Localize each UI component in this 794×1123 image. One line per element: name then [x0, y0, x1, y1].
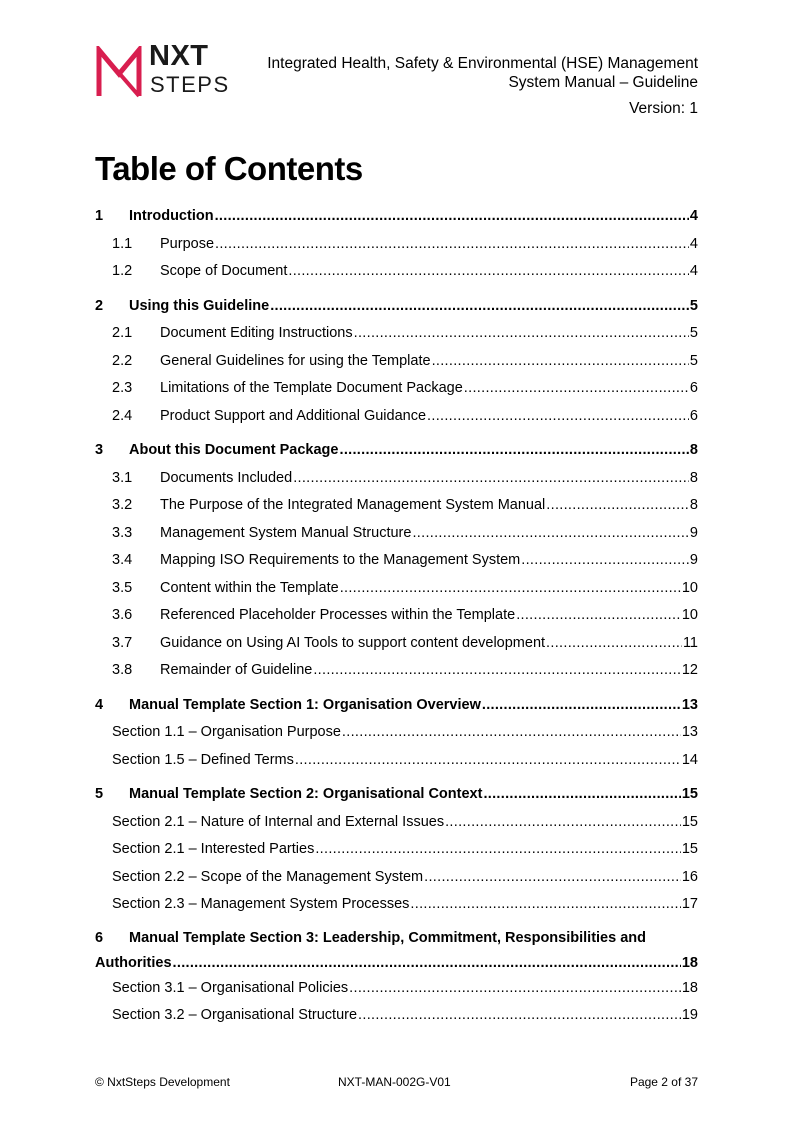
toc-entry-title: Document Editing Instructions	[160, 325, 353, 341]
toc-entry-page: 15	[681, 786, 698, 802]
toc-entry-number: 3.2	[112, 497, 133, 513]
company-logo	[95, 40, 230, 98]
toc-entry[interactable]	[95, 403, 698, 431]
header-title-line-2: System Manual – Guideline	[508, 74, 698, 91]
toc-entry-number: 5	[95, 786, 104, 802]
toc-entry-page: 18	[681, 979, 698, 996]
toc-entry-title: Mapping ISO Requirements to the Management System	[160, 552, 521, 568]
toc-entry[interactable]	[95, 203, 698, 231]
toc-entry-title: Scope of Document	[160, 263, 288, 279]
toc-entry-page: 13	[681, 696, 698, 713]
toc-entry-page: 10	[681, 579, 698, 596]
toc-entry[interactable]	[95, 781, 698, 809]
toc-entry-page: 19	[681, 1007, 698, 1023]
logo-word-steps: STEPS	[150, 72, 230, 97]
toc-entry-title: Manual Template Section 1: Organisation Overview	[129, 696, 481, 713]
toc-entry-title: Referenced Placeholder Processes within the Template	[160, 607, 516, 623]
header-title-line-1: Integrated Health, Safety & Environmental (HSE) Management	[267, 55, 698, 72]
toc-entry-number: 3	[95, 442, 104, 458]
toc-dot-leader	[340, 575, 681, 603]
toc-entry-page: 12	[681, 662, 698, 678]
toc-entry-number: 3.1	[112, 469, 133, 486]
toc-dot-leader	[339, 437, 688, 465]
toc-entry-number: 1.1	[112, 235, 133, 252]
toc-dot-leader	[521, 547, 689, 575]
toc-dot-leader	[342, 719, 681, 747]
toc-entry-title: Section 2.1 – Interested Parties	[112, 841, 315, 857]
toc-dot-leader	[215, 231, 689, 259]
toc-entry[interactable]	[95, 747, 698, 775]
toc-entry[interactable]	[95, 657, 698, 685]
toc-entry-page: 8	[689, 469, 698, 486]
toc-entry-page: 9	[689, 524, 698, 541]
toc-entry-number: 3.7	[112, 634, 133, 651]
toc-entry[interactable]	[95, 891, 698, 919]
toc-entry-page: 15	[681, 813, 698, 830]
toc-dot-leader	[464, 375, 689, 403]
toc-entry[interactable]	[95, 864, 698, 892]
logo-word-nxt: NXT	[149, 40, 209, 72]
toc-entry-page: 6	[689, 380, 698, 396]
toc-entry-number: 3.5	[112, 579, 133, 596]
toc-dot-leader	[215, 203, 689, 231]
toc-entry-number: 3.8	[112, 662, 133, 678]
toc-dot-leader	[427, 403, 689, 431]
toc-dot-leader	[270, 293, 689, 321]
toc-entry-number: 1	[95, 208, 104, 224]
footer-page-number: Page 2 of 37	[629, 1075, 698, 1089]
toc-entry-page: 9	[689, 552, 698, 568]
toc-entry-number: 2.2	[112, 352, 133, 369]
toc-entry-page: 4	[689, 235, 698, 252]
toc-entry-page: 6	[689, 407, 698, 424]
toc-entry[interactable]	[95, 437, 698, 465]
toc-entry-title: General Guidelines for using the Template	[160, 352, 431, 369]
toc-entry-number: 4	[95, 696, 104, 713]
toc-entry[interactable]	[95, 975, 698, 1003]
toc-entry-number: 3.4	[112, 552, 133, 568]
toc-entry[interactable]	[95, 547, 698, 575]
toc-entry-title: Purpose	[160, 235, 215, 252]
footer-copyright: © NxtSteps Development	[95, 1075, 230, 1089]
toc-entry-page: 15	[681, 841, 698, 857]
toc-entry-number: 3.6	[112, 607, 133, 623]
toc-entry-title: Remainder of Guideline	[160, 662, 313, 678]
toc-entry[interactable]	[95, 231, 698, 259]
toc-entry-title: Introduction	[129, 208, 214, 224]
toc-entry-title: The Purpose of the Integrated Management System Manual	[160, 497, 546, 513]
toc-entry-number: 3.3	[112, 524, 133, 541]
toc-entry-title: Manual Template Section 3: Leadership, Commitment, Responsibilities and	[129, 929, 646, 946]
nxt-logo-mark-icon	[95, 46, 145, 98]
toc-dot-leader	[315, 836, 681, 864]
toc-entry[interactable]	[95, 602, 698, 630]
footer-document-code: NXT-MAN-002G-V01	[338, 1075, 451, 1089]
toc-dot-leader	[546, 492, 689, 520]
table-of-contents	[95, 203, 698, 1030]
toc-entry-title: Using this Guideline	[129, 297, 270, 314]
toc-entry-number: 2.3	[112, 380, 133, 396]
toc-entry-title: Content within the Template	[160, 579, 339, 596]
toc-entry-page: 17	[681, 896, 698, 912]
toc-dot-leader	[410, 891, 680, 919]
toc-dot-leader	[288, 258, 689, 286]
toc-entry-page: 5	[689, 297, 698, 314]
toc-dot-leader	[516, 602, 681, 630]
toc-dot-leader	[354, 320, 689, 348]
toc-entry-page: 5	[689, 325, 698, 341]
toc-entry[interactable]	[95, 836, 698, 864]
toc-entry-title: Guidance on Using AI Tools to support content development	[160, 634, 546, 651]
toc-entry-title: Limitations of the Template Document Package	[160, 380, 463, 396]
document-header-title	[228, 54, 698, 92]
toc-entry-page: 16	[681, 868, 698, 885]
toc-dot-leader	[546, 630, 682, 658]
page-title: Table of Contents	[95, 150, 363, 187]
toc-dot-leader	[482, 692, 681, 720]
toc-dot-leader	[293, 465, 689, 493]
toc-entry-number: 6	[95, 929, 104, 946]
toc-entry-page: 11	[682, 634, 698, 651]
toc-entry[interactable]	[95, 465, 698, 493]
toc-entry-page: 18	[681, 954, 698, 971]
toc-dot-leader	[424, 864, 681, 892]
toc-entry[interactable]	[95, 630, 698, 658]
toc-entry-title: Product Support and Additional Guidance	[160, 407, 427, 424]
toc-entry-title: Section 2.1 – Nature of Internal and External Issues	[112, 813, 445, 830]
toc-entry-title: Section 1.5 – Defined Terms	[112, 751, 294, 768]
toc-entry-title: About this Document Package	[129, 442, 339, 458]
toc-entry-title: Documents Included	[160, 469, 293, 486]
toc-entry-page: 4	[689, 208, 698, 224]
toc-entry-page: 10	[681, 607, 698, 623]
toc-entry-title: Section 2.2 – Scope of the Management System	[112, 868, 424, 885]
toc-entry[interactable]	[95, 492, 698, 520]
toc-entry[interactable]	[95, 809, 698, 837]
toc-entry[interactable]	[95, 575, 698, 603]
toc-entry[interactable]	[95, 719, 698, 747]
toc-entry-title: Section 3.2 – Organisational Structure	[112, 1007, 358, 1023]
toc-entry-page: 13	[681, 724, 698, 740]
toc-entry[interactable]	[95, 348, 698, 376]
toc-dot-leader	[295, 747, 681, 775]
toc-dot-leader	[483, 781, 680, 809]
toc-entry[interactable]	[95, 375, 698, 403]
toc-entry-title: Section 3.1 – Organisational Policies	[112, 979, 349, 996]
toc-entry-page: 4	[689, 263, 698, 279]
toc-entry-title: Section 1.1 – Organisation Purpose	[112, 724, 341, 740]
toc-entry[interactable]	[95, 926, 698, 975]
toc-dot-leader	[349, 975, 681, 1003]
toc-entry[interactable]	[95, 258, 698, 286]
toc-dot-leader	[445, 809, 681, 837]
toc-entry[interactable]	[95, 1002, 698, 1030]
toc-entry[interactable]	[95, 293, 698, 321]
toc-dot-leader	[313, 657, 681, 685]
document-version: Version: 1	[629, 100, 698, 117]
toc-entry-title: Section 2.3 – Management System Processes	[112, 896, 410, 912]
toc-entry-title-continued: Authorities	[95, 954, 172, 971]
toc-entry-page: 8	[689, 442, 698, 458]
toc-entry[interactable]	[95, 692, 698, 720]
toc-entry-page: 8	[689, 497, 698, 513]
toc-dot-leader	[358, 1002, 681, 1030]
toc-entry-number: 2	[95, 297, 104, 314]
toc-entry-number: 2.1	[112, 325, 133, 341]
toc-entry-page: 14	[681, 751, 698, 768]
toc-entry-number: 2.4	[112, 407, 133, 424]
toc-entry-title: Manual Template Section 2: Organisational Context	[129, 786, 483, 802]
toc-entry-page: 5	[689, 352, 698, 369]
toc-dot-leader	[432, 348, 689, 376]
toc-entry-number: 1.2	[112, 263, 133, 279]
toc-dot-leader	[412, 520, 688, 548]
toc-dot-leader	[173, 951, 681, 975]
toc-entry-title: Management System Manual Structure	[160, 524, 412, 541]
toc-entry[interactable]	[95, 520, 698, 548]
toc-entry[interactable]	[95, 320, 698, 348]
